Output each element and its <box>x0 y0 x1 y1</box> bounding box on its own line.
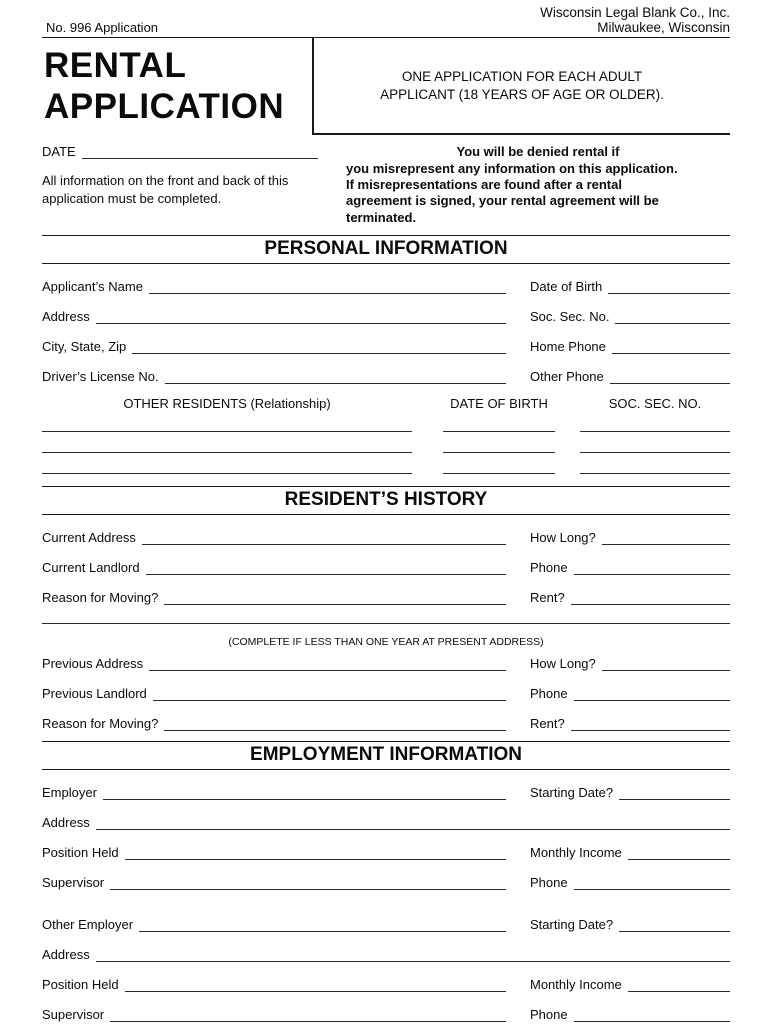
resident-row-3 <box>42 453 730 474</box>
other-employment-row-employer <box>42 917 730 932</box>
current-landlord-label: Current Landlord <box>42 560 140 576</box>
other-employer-field[interactable] <box>139 917 506 932</box>
current-phone-label: Phone <box>530 560 568 576</box>
reason-moving-current-field[interactable] <box>164 590 506 605</box>
instructions-line2: application must be completed. <box>42 190 222 206</box>
current-address-field[interactable] <box>142 530 506 545</box>
employment-row-supervisor <box>42 875 730 890</box>
previous-landlord-field[interactable] <box>153 686 506 701</box>
form-title <box>42 38 314 135</box>
adult-applicant-note <box>314 38 730 135</box>
employer-field[interactable] <box>103 785 506 800</box>
previous-landlord-label: Previous Landlord <box>42 686 147 702</box>
previous-address-label: Previous Address <box>42 656 144 672</box>
resident-1-dob-field[interactable] <box>443 431 555 432</box>
resident-2-name-field[interactable] <box>42 452 412 453</box>
employer-address-field[interactable] <box>96 815 730 830</box>
starting-date-field[interactable] <box>619 785 730 800</box>
home-phone-field[interactable] <box>612 339 730 354</box>
reason-moving-current-label: Reason for Moving? <box>42 590 159 606</box>
other-position-held-field[interactable] <box>125 977 506 992</box>
other-employer-address-label: Address <box>42 947 90 963</box>
warning-line1: You will be denied rental if <box>456 144 620 160</box>
history-row-3 <box>42 590 730 605</box>
other-employment-row-position <box>42 977 730 992</box>
personal-row-3 <box>42 339 730 354</box>
other-phone-field[interactable] <box>610 369 730 384</box>
date-of-birth-label: Date of Birth <box>530 279 603 295</box>
resident-1-ssn-field[interactable] <box>580 431 730 432</box>
history-row-6 <box>42 716 730 731</box>
employer-phone-field[interactable] <box>574 875 730 890</box>
other-employment-row-supervisor <box>42 1007 730 1022</box>
other-monthly-income-field[interactable] <box>628 977 730 992</box>
other-employer-address-field[interactable] <box>96 947 730 962</box>
other-supervisor-label: Supervisor <box>42 1007 105 1023</box>
section-employment-information: EMPLOYMENT INFORMATION <box>42 741 730 770</box>
other-employer-phone-field[interactable] <box>574 1007 730 1022</box>
city-state-zip-field[interactable] <box>132 339 506 354</box>
current-landlord-field[interactable] <box>146 560 506 575</box>
intro-left <box>42 144 334 226</box>
applicant-name-label: Applicant’s Name <box>42 279 143 295</box>
position-held-field[interactable] <box>125 845 506 860</box>
instructions <box>42 172 318 207</box>
warning-line4: agreement is signed, your rental agreement will be <box>346 193 659 209</box>
employer-label: Employer <box>42 785 97 801</box>
current-address-label: Current Address <box>42 530 136 546</box>
adult-note-line1: ONE APPLICATION FOR EACH ADULT <box>401 69 643 85</box>
masthead <box>42 38 730 135</box>
less-than-one-year-note: (COMPLETE IF LESS THAN ONE YEAR AT PRESENT ADDRESS) <box>228 636 544 649</box>
resident-3-name-field[interactable] <box>42 473 412 474</box>
position-held-label: Position Held <box>42 845 119 861</box>
intro-block <box>42 144 730 226</box>
current-phone-field[interactable] <box>574 560 730 575</box>
current-rent-label: Rent? <box>530 590 565 606</box>
employer-phone-label: Phone <box>530 875 568 891</box>
monthly-income-label: Monthly Income <box>530 845 622 861</box>
resident-row-1 <box>42 411 730 432</box>
employment-row-position <box>42 845 730 860</box>
date-of-birth-field[interactable] <box>608 279 730 294</box>
previous-phone-label: Phone <box>530 686 568 702</box>
warning-line5: terminated. <box>346 209 417 225</box>
other-position-held-label: Position Held <box>42 977 119 993</box>
resident-3-ssn-field[interactable] <box>580 473 730 474</box>
history-divider <box>42 623 730 624</box>
other-residents-header <box>42 396 730 411</box>
previous-rent-field[interactable] <box>571 716 730 731</box>
history-row-1 <box>42 530 730 545</box>
previous-rent-label: Rent? <box>530 716 565 732</box>
resident-row-2 <box>42 432 730 453</box>
other-residents-label: OTHER RESIDENTS (Relationship) <box>123 396 331 412</box>
date-field[interactable] <box>82 144 318 159</box>
employment-row-employer <box>42 785 730 800</box>
current-rent-field[interactable] <box>571 590 730 605</box>
other-monthly-income-label: Monthly Income <box>530 977 622 993</box>
resident-1-name-field[interactable] <box>42 431 412 432</box>
other-starting-date-field[interactable] <box>619 917 730 932</box>
top-strip <box>42 6 730 38</box>
supervisor-field[interactable] <box>110 875 506 890</box>
date-row <box>42 144 318 159</box>
personal-row-2 <box>42 309 730 324</box>
reason-moving-previous-label: Reason for Moving? <box>42 716 159 732</box>
publisher-city: Milwaukee, Wisconsin <box>597 19 730 35</box>
form-number: No. 996 Application <box>46 20 159 36</box>
resident-3-dob-field[interactable] <box>443 473 555 474</box>
date-label: DATE <box>42 144 76 160</box>
personal-row-4 <box>42 369 730 384</box>
history-row-5 <box>42 686 730 701</box>
residents-dob-label: DATE OF BIRTH <box>450 396 548 412</box>
section-personal-information: PERSONAL INFORMATION <box>42 235 730 264</box>
warning-line2: you misrepresent any information on this application. <box>346 160 678 176</box>
drivers-license-field[interactable] <box>165 369 506 384</box>
other-employer-phone-label: Phone <box>530 1007 568 1023</box>
form-title-line2: APPLICATION <box>44 86 285 126</box>
other-supervisor-field[interactable] <box>110 1007 506 1022</box>
section-residents-history: RESIDENT’S HISTORY <box>42 486 730 515</box>
drivers-license-label: Driver’s License No. <box>42 369 159 385</box>
employment-row-address <box>42 815 730 830</box>
how-long-previous-label: How Long? <box>530 656 596 672</box>
starting-date-label: Starting Date? <box>530 785 614 801</box>
employer-address-label: Address <box>42 815 90 831</box>
resident-2-ssn-field[interactable] <box>580 452 730 453</box>
monthly-income-field[interactable] <box>628 845 730 860</box>
how-long-current-label: How Long? <box>530 530 596 546</box>
how-long-current-field[interactable] <box>602 530 730 545</box>
address-field[interactable] <box>96 309 506 324</box>
history-row-2 <box>42 560 730 575</box>
ssn-field[interactable] <box>615 309 730 324</box>
previous-phone-field[interactable] <box>574 686 730 701</box>
publisher-name: Wisconsin Legal Blank Co., Inc. <box>540 5 730 20</box>
address-label: Address <box>42 309 90 325</box>
supervisor-label: Supervisor <box>42 875 105 891</box>
residents-ssn-label: SOC. SEC. NO. <box>608 396 702 412</box>
other-employment-row-address <box>42 947 730 962</box>
reason-moving-previous-field[interactable] <box>164 716 506 731</box>
other-starting-date-label: Starting Date? <box>530 917 614 933</box>
home-phone-label: Home Phone <box>530 339 606 355</box>
resident-2-dob-field[interactable] <box>443 452 555 453</box>
previous-address-field[interactable] <box>149 656 506 671</box>
warning-line3: If misrepresentations are found after a rental <box>346 177 622 193</box>
how-long-previous-field[interactable] <box>602 656 730 671</box>
publisher-info <box>540 6 730 35</box>
history-row-4 <box>42 656 730 671</box>
form-title-line1: RENTAL <box>44 46 187 86</box>
other-phone-label: Other Phone <box>530 369 604 385</box>
applicant-name-field[interactable] <box>149 279 506 294</box>
denial-warning <box>334 144 730 226</box>
instructions-line1: All information on the front and back of this <box>42 173 289 189</box>
ssn-label: Soc. Sec. No. <box>530 309 610 325</box>
city-state-zip-label: City, State, Zip <box>42 339 127 355</box>
other-employer-label: Other Employer <box>42 917 134 933</box>
adult-note-line2: APPLICANT (18 YEARS OF AGE OR OLDER). <box>380 86 664 102</box>
personal-row-1 <box>42 279 730 294</box>
